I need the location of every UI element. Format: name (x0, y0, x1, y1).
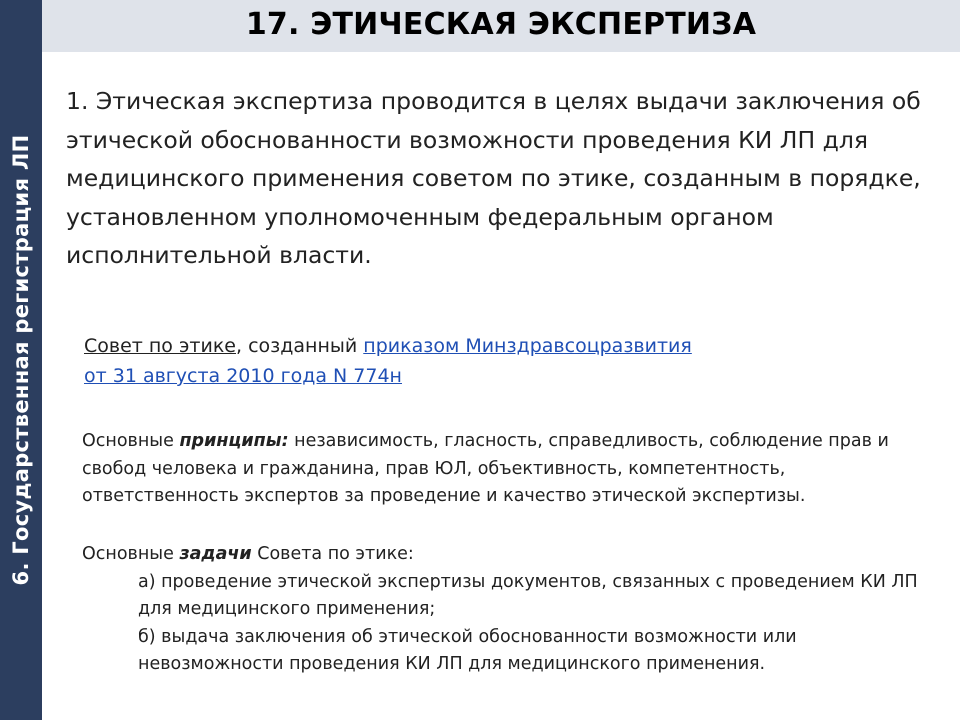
main-paragraph: 1. Этическая экспертиза проводится в целях выдачи заключения об этической обоснованности возможности проведения КИ ЛП для медицинского применения советом по этике, созданным в порядке, установленном уполномоченным федеральным органом исполнительной власти. (66, 87, 921, 269)
principles-keyword: принципы: (179, 431, 289, 451)
principles-prefix: Основные (82, 431, 180, 451)
slide-title: 17. ЭТИЧЕСКАЯ ЭКСПЕРТИЗА (245, 7, 757, 42)
order-link-line2[interactable]: от 31 августа 2010 года N 774н (84, 365, 402, 387)
principles-paragraph (82, 428, 932, 511)
tasks-suffix: Совета по этике: (251, 544, 414, 564)
tasks-block (82, 541, 932, 679)
task-item-a: а) проведение этической экспертизы документов, связанных с проведением КИ ЛП для медицинского применения; (138, 571, 918, 619)
tasks-heading (82, 541, 932, 569)
task-item-b: б) выдача заключения об этической обоснованности возможности или невозможности проведения КИ ЛП для медицинского применения. (138, 626, 797, 674)
tasks-prefix: Основные (82, 544, 180, 564)
principles-text: независимость, гласность, справедливость, соблюдение прав и свобод человека и гражданина, прав ЮЛ, объективность, компетентность, ответственность экспертов за проведение и качество этической экспертизы. (82, 431, 889, 506)
tasks-keyword: задачи (179, 544, 252, 564)
council-connector: , созданный (235, 335, 364, 357)
order-link-line1[interactable]: приказом Минздравсоцразвития (363, 335, 692, 357)
title-bar (42, 0, 960, 52)
council-block (84, 331, 884, 391)
section-sidebar (0, 0, 42, 720)
section-label: 6. Государственная регистрация ЛП (9, 134, 33, 586)
ethics-council-link[interactable]: Совет по этике (84, 335, 236, 357)
